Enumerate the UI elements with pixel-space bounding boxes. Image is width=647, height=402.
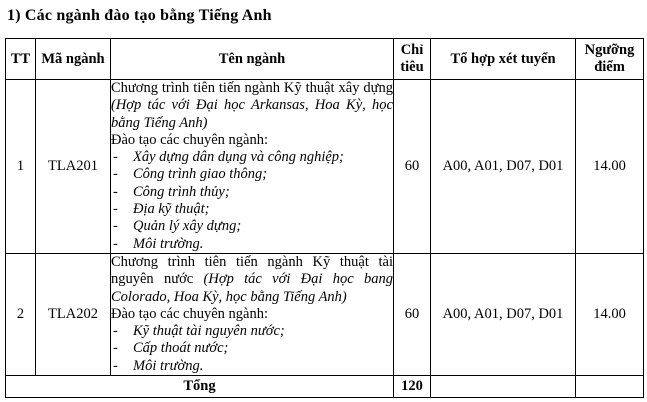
dash: - [113,183,118,200]
col-header-tt: TT [6,39,36,80]
major-item [111,201,393,218]
major-text: Cấp thoát nước; [133,340,229,357]
dash: - [113,235,118,252]
dash: - [113,201,118,218]
total-label: Tổng [6,376,394,398]
major-text: Địa kỹ thuật; [133,201,210,218]
major-item [111,340,393,357]
program-title [111,254,393,306]
total-row [6,376,644,398]
cell-nguong-diem: 14.00 [576,80,644,254]
table-row [6,80,644,254]
program-note: (Hợp tác với Đại học bang Colorado, Hoa Kỳ, học bằng Tiếng Anh) [111,271,393,305]
admissions-table [5,38,644,398]
cell-chi-tieu: 60 [394,80,431,254]
total-to-hop [431,376,576,398]
major-text: Kỹ thuật tài nguyên nước; [133,323,285,340]
cell-nguong-diem: 14.00 [576,254,644,376]
major-item [111,236,393,253]
total-chi-tieu: 120 [394,376,431,398]
col-header-chi-tieu: Chỉ tiêu [394,39,431,80]
dash: - [113,166,118,183]
col-header-to-hop: Tổ hợp xét tuyển [431,39,576,80]
cell-tt: 2 [6,254,36,376]
dash: - [113,340,118,357]
major-item [111,323,393,340]
total-nguong-diem [576,376,644,398]
dash: - [113,323,118,340]
major-item [111,149,393,166]
dash: - [113,357,118,374]
program-title [111,80,393,132]
major-text: Môi trường. [133,357,204,374]
cell-chi-tieu: 60 [394,254,431,376]
major-text: Xây dựng dân dụng và công nghiệp; [133,149,344,166]
col-header-nguong-diem: Ngưỡng điểm [576,39,644,80]
major-text: Công trình giao thông; [133,166,268,183]
major-item [111,166,393,183]
program-note: (Hợp tác với Đại học Arkansas, Hoa Kỳ, học bằng Tiếng Anh) [111,97,393,131]
program-main: Chương trình tiên tiến ngành Kỹ thuật tài nguyên nước [111,254,393,288]
dash: - [113,218,118,235]
cell-ten-nganh [111,254,394,376]
cell-to-hop: A00, A01, D07, D01 [431,254,576,376]
table-header-row [6,39,644,80]
major-item [111,184,393,201]
major-text: Môi trường. [133,235,204,252]
cell-ten-nganh [111,80,394,254]
major-text: Công trình thủy; [133,183,230,200]
page-title: 1) Các ngành đào tạo bằng Tiếng Anh [7,7,272,24]
major-item [111,218,393,235]
program-main: Chương trình tiên tiến ngành Kỹ thuật xây dựng [111,80,393,96]
cell-ma-nganh: TLA202 [36,254,111,376]
cell-tt: 1 [6,80,36,254]
major-item [111,358,393,375]
cell-to-hop: A00, A01, D07, D01 [431,80,576,254]
cell-ma-nganh: TLA201 [36,80,111,254]
col-header-ma-nganh: Mã ngành [36,39,111,80]
col-header-ten-nganh: Tên ngành [111,39,394,80]
training-label: Đào tạo các chuyên ngành: [111,131,269,148]
dash: - [113,149,118,166]
major-text: Quản lý xây dựng; [133,218,242,235]
table-row [6,254,644,376]
training-label: Đào tạo các chuyên ngành: [111,305,269,322]
